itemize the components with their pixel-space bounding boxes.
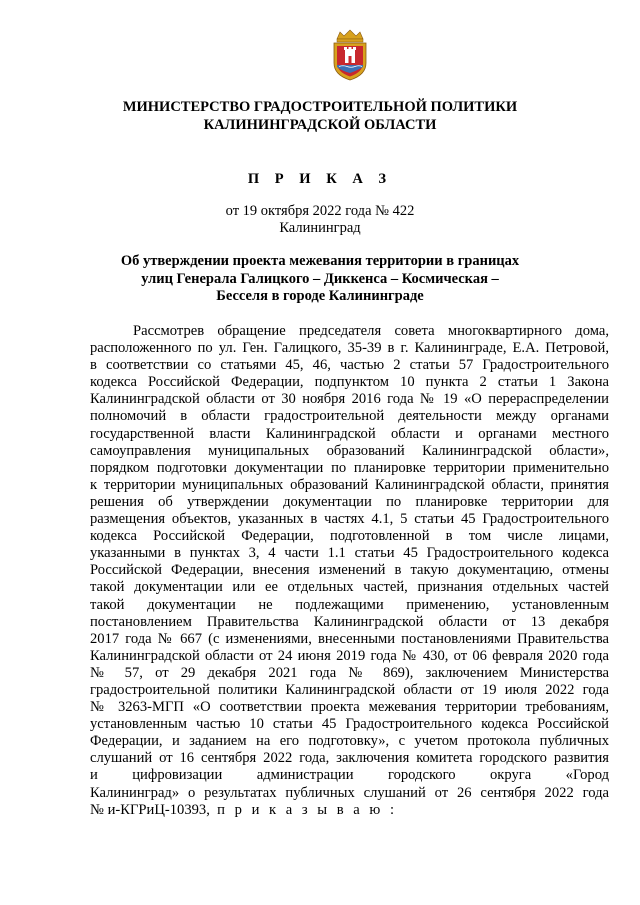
order-subject	[0, 253, 640, 306]
body-final-line	[90, 802, 609, 819]
order-date-number: от 19 октября 2022 года № 422	[225, 203, 415, 219]
coat-of-arms-icon	[331, 29, 369, 81]
body-line: № 57, от 29 декабря 2021 года № 869), заключением Министерства	[90, 664, 609, 681]
body-line: размещения объектов, указанных в частях 4.1, 5 статьи 45 Градостроительного	[90, 511, 609, 528]
body-line: решения об утверждении документации по планировке территории для	[90, 493, 609, 510]
body-line: Калининград» о результатах публичных слушаний от 26 сентября 2022 года	[90, 784, 609, 801]
body-line: постановлением Правительства Калининградской области от 13 декабря	[90, 613, 609, 630]
body-line: указанными в пунктах 3, 4 части 1.1 статьи 45 Градостроительного кодекса	[90, 545, 609, 562]
subject-line: Бесселя в городе Калининграде	[216, 288, 424, 304]
body-line: такой документации или ее отдельных частей, признания отдельных частей	[90, 579, 609, 596]
ministry-name	[0, 98, 640, 134]
body-line: расположенного по ул. Ген. Галицкого, 35-39 в г. Калининграде, Е.А. Петровой,	[90, 340, 609, 357]
body-line: градостроительной политики Калининградской области от 19 июля 2022 года	[90, 681, 609, 698]
body-line: установленным частью 10 статьи 45 Градостроительного кодекса Российской	[90, 716, 609, 733]
order-title: П Р И К А З	[247, 171, 393, 187]
body-line: к территории муниципальных образований Калининградской области, принятия	[90, 476, 609, 493]
order-city: Калининград	[279, 220, 361, 236]
body-line: 2017 года № 667 (с изменениями, внесенными постановлениями Правительства	[90, 630, 609, 647]
order-registration-number: № и-КГРиЦ-10393,	[90, 801, 210, 818]
body-line: Калининградской области от 24 июня 2019 года № 430, от 06 февраля 2020 года	[90, 647, 609, 664]
body-line: государственной власти Калининградской области и органами местного	[90, 425, 609, 442]
ministry-name-line1: МИНИСТЕРСТВО ГРАДОСТРОИТЕЛЬНОЙ ПОЛИТИКИ	[122, 99, 518, 115]
body-line: Федерации, и заданием на его подготовку», с учетом протокола публичных	[90, 733, 609, 750]
body-line: кодекса Российской Федерации, подпунктом 10 пункта 2 статьи 1 Закона	[90, 374, 609, 391]
body-line: и цифровизации администрации городского округа «Город	[90, 767, 609, 784]
body-line: такой документации не подлежащими применению, установленным	[90, 596, 609, 613]
body-line: Рассмотрев обращение председателя совета многоквартирного дома,	[133, 323, 609, 339]
body-line: Калининградской области от 30 ноября 2016 года № 19 «О перераспределении	[90, 391, 609, 408]
order-date-block	[0, 203, 640, 237]
order-body	[90, 323, 609, 819]
order-directive: п р и к а з ы в а ю :	[217, 801, 398, 818]
body-line: Российской Федерации, внесения изменений в такую документацию, отмены	[90, 562, 609, 579]
body-line: слушаний от 16 сентября 2022 года, заключения комитета городского развития	[90, 750, 609, 767]
ministry-name-line2: КАЛИНИНГРАДСКОЙ ОБЛАСТИ	[203, 117, 437, 133]
body-line: самоуправления муниципальных образований Калининградской области»,	[90, 442, 609, 459]
body-line: порядком подготовки документации по планировке территории применительно	[90, 459, 609, 476]
subject-line: Об утверждении проекта межевания территории в границах	[120, 253, 520, 269]
body-line: полномочий в области градостроительной деятельности между органами	[90, 408, 609, 425]
subject-line: улиц Генерала Галицкого – Диккенса – Космическая –	[141, 270, 499, 287]
body-line: в соответствии со статьями 45, 46, частью 2 статьи 57 Градостроительного	[90, 357, 609, 374]
body-line: кодекса Российской Федерации, подготовленной в том числе лицами,	[90, 528, 609, 545]
body-line: № 3263-МГП «О соответствии проекта межевания территории требованиям,	[90, 699, 609, 716]
